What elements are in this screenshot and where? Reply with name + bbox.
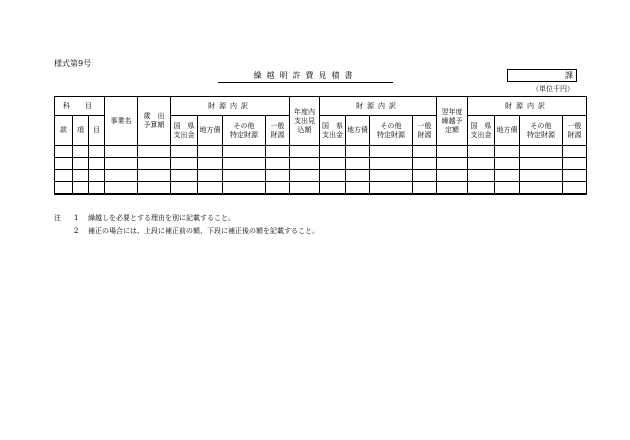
subject-header: 科 目	[55, 97, 105, 116]
table-cell[interactable]	[346, 158, 370, 170]
table-cell[interactable]	[468, 182, 495, 195]
table-cell[interactable]	[223, 158, 266, 170]
table-cell[interactable]	[495, 158, 520, 170]
table-cell[interactable]	[89, 182, 105, 195]
unit-note: （単位千円）	[532, 85, 574, 93]
table-cell[interactable]	[320, 158, 346, 170]
table-cell[interactable]	[105, 158, 138, 170]
table-cell[interactable]	[520, 182, 563, 195]
table-cell[interactable]	[138, 146, 171, 158]
table-cell[interactable]	[55, 146, 73, 158]
table-cell[interactable]	[370, 170, 413, 182]
table-cell[interactable]	[320, 182, 346, 195]
table-cell[interactable]	[495, 146, 520, 158]
project-name-header: 事業名	[105, 97, 138, 146]
table-cell[interactable]	[370, 158, 413, 170]
table-cell[interactable]	[520, 146, 563, 158]
table-cell[interactable]	[105, 170, 138, 182]
table-cell[interactable]	[290, 182, 320, 195]
note-text: 繰越しを必要とする理由を別に記載すること。	[88, 214, 235, 222]
note-number: 1	[74, 214, 79, 222]
table-cell[interactable]	[73, 146, 89, 158]
other-specific-header: その他 特定財源	[223, 116, 266, 146]
table-cell[interactable]	[495, 170, 520, 182]
note-mark: 注	[54, 214, 61, 222]
table-cell[interactable]	[198, 170, 223, 182]
department-field[interactable]	[507, 69, 577, 82]
department-suffix-label: 課	[565, 71, 573, 80]
table-cell[interactable]	[138, 170, 171, 182]
table-row	[55, 146, 587, 158]
table-cell[interactable]	[563, 146, 587, 158]
table-cell[interactable]	[468, 146, 495, 158]
national-prefectural-header: 国 県 支出金	[468, 116, 495, 146]
table-row	[55, 158, 587, 170]
table-row	[55, 182, 587, 195]
table-cell[interactable]	[468, 158, 495, 170]
table-cell[interactable]	[290, 158, 320, 170]
note-number: 2	[74, 227, 79, 235]
table-cell[interactable]	[266, 182, 290, 195]
kou-header: 項	[73, 116, 89, 146]
table-body	[55, 146, 587, 195]
note-item-1	[54, 212, 319, 225]
table-cell[interactable]	[55, 182, 73, 195]
funding-breakdown-header-1: 財源内訳	[171, 97, 290, 116]
table-cell[interactable]	[55, 170, 73, 182]
national-prefectural-header: 国 県 支出金	[171, 116, 198, 146]
table-cell[interactable]	[73, 182, 89, 195]
table-cell[interactable]	[105, 182, 138, 195]
table-cell[interactable]	[437, 146, 468, 158]
table-cell[interactable]	[563, 182, 587, 195]
table-cell[interactable]	[290, 146, 320, 158]
other-specific-header: その他 特定財源	[520, 116, 563, 146]
table-cell[interactable]	[105, 146, 138, 158]
table-cell[interactable]	[520, 158, 563, 170]
general-funds-header: 一般 財源	[563, 116, 587, 146]
kan-header: 款	[55, 116, 73, 146]
estimate-table	[54, 96, 587, 195]
note-item-2	[54, 225, 319, 238]
table-cell[interactable]	[223, 182, 266, 195]
table-cell[interactable]	[320, 146, 346, 158]
table-cell[interactable]	[346, 170, 370, 182]
table-cell[interactable]	[55, 158, 73, 170]
table-cell[interactable]	[73, 170, 89, 182]
table-cell[interactable]	[468, 170, 495, 182]
table-cell[interactable]	[290, 170, 320, 182]
table-cell[interactable]	[266, 158, 290, 170]
table-cell[interactable]	[138, 158, 171, 170]
table-cell[interactable]	[171, 170, 198, 182]
table-cell[interactable]	[346, 182, 370, 195]
table-cell[interactable]	[563, 170, 587, 182]
table-cell[interactable]	[437, 170, 468, 182]
table-cell[interactable]	[73, 158, 89, 170]
note-text: 補正の場合には、上段に補正前の額、下段に補正後の額を記載すること。	[88, 227, 319, 235]
table-cell[interactable]	[413, 146, 437, 158]
table-cell[interactable]	[437, 158, 468, 170]
table-row	[55, 170, 587, 182]
national-prefectural-header: 国 県 支出金	[320, 116, 346, 146]
funding-breakdown-header-2: 財源内訳	[320, 97, 437, 116]
next-year-carryover-header: 翌年度 繰越予 定額	[437, 97, 468, 146]
table-cell[interactable]	[171, 158, 198, 170]
table-cell[interactable]	[563, 158, 587, 170]
table-cell[interactable]	[89, 170, 105, 182]
table-cell[interactable]	[89, 158, 105, 170]
budget-header: 歳 出 予算額	[138, 97, 171, 146]
current-year-expenditure-header: 年度内 支出見 込額	[290, 97, 320, 146]
table-cell[interactable]	[171, 146, 198, 158]
table-cell[interactable]	[413, 170, 437, 182]
other-specific-header: その他 特定財源	[370, 116, 413, 146]
form-number: 様式第9号	[54, 59, 92, 68]
table-cell[interactable]	[223, 170, 266, 182]
table-cell[interactable]	[437, 182, 468, 195]
table-cell[interactable]	[198, 158, 223, 170]
table-cell[interactable]	[320, 170, 346, 182]
notes	[54, 212, 319, 238]
table-cell[interactable]	[223, 146, 266, 158]
table-cell[interactable]	[198, 146, 223, 158]
local-bond-header: 地方債	[198, 116, 223, 146]
table-cell[interactable]	[171, 182, 198, 195]
local-bond-header: 地方債	[495, 116, 520, 146]
table-cell[interactable]	[413, 182, 437, 195]
table-cell[interactable]	[138, 182, 171, 195]
table-cell[interactable]	[520, 170, 563, 182]
table-cell[interactable]	[266, 170, 290, 182]
table-cell[interactable]	[198, 182, 223, 195]
general-funds-header: 一般 財源	[266, 116, 290, 146]
table-cell[interactable]	[370, 182, 413, 195]
table-cell[interactable]	[266, 146, 290, 158]
table-cell[interactable]	[370, 146, 413, 158]
document-title: 繰越明許費見積書	[218, 70, 393, 83]
table-cell[interactable]	[89, 146, 105, 158]
table-cell[interactable]	[495, 182, 520, 195]
funding-breakdown-header-3: 財源内訳	[468, 97, 587, 116]
table-cell[interactable]	[413, 158, 437, 170]
local-bond-header: 地方債	[346, 116, 370, 146]
moku-header: 目	[89, 116, 105, 146]
general-funds-header: 一般 財源	[413, 116, 437, 146]
table-cell[interactable]	[346, 146, 370, 158]
